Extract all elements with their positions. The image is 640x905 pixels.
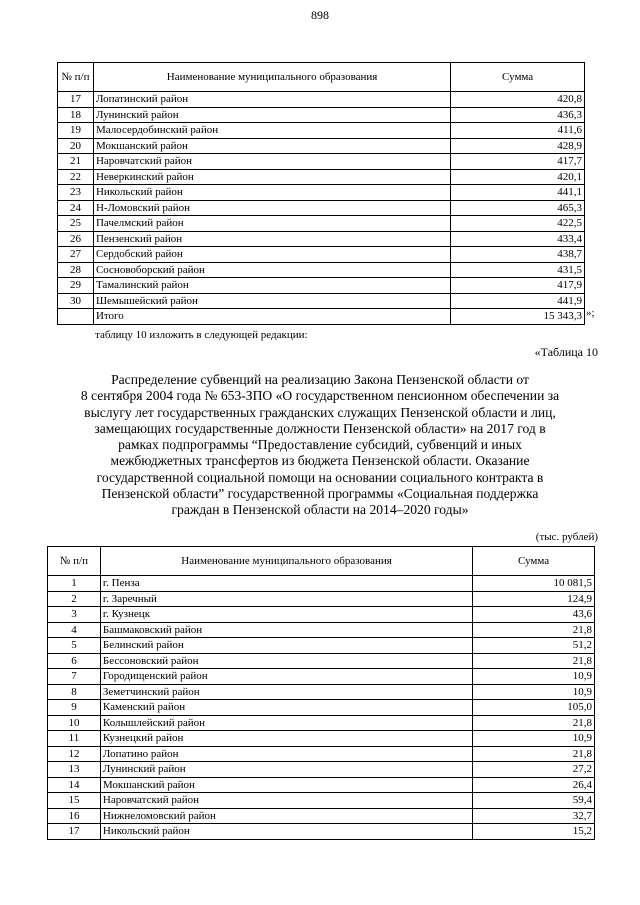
- sum-value: 26,4: [473, 777, 595, 793]
- municipality-name: Лунинский район: [100, 762, 472, 778]
- sum-value: 431,5: [451, 262, 585, 278]
- table-row: [48, 808, 595, 824]
- header-number: № п/п: [48, 547, 101, 576]
- municipality-name: Башмаковский район: [100, 622, 472, 638]
- row-number: 9: [48, 700, 101, 716]
- row-number: 23: [58, 185, 94, 201]
- sum-value: 124,9: [473, 591, 595, 607]
- table-title: [36, 372, 604, 519]
- table-row: [48, 638, 595, 654]
- municipality-name: Тамалинский район: [93, 278, 450, 294]
- table-row: [48, 731, 595, 747]
- municipality-name: Лопатино район: [100, 746, 472, 762]
- table-label: «Таблица 10: [534, 345, 598, 359]
- total-value: 15 343,3: [451, 309, 585, 325]
- sum-value: 21,8: [473, 622, 595, 638]
- table-row: [58, 247, 585, 263]
- sum-value: 420,8: [451, 92, 585, 108]
- sum-value: 21,8: [473, 653, 595, 669]
- table-row: [58, 200, 585, 216]
- table-row: [58, 278, 585, 294]
- municipality-name: г. Заречный: [100, 591, 472, 607]
- title-line: 8 сентября 2004 года № 653-ЗПО «О государственном пенсионном обеспечении за: [80, 388, 560, 404]
- table-body: [48, 576, 595, 840]
- sum-value: 438,7: [451, 247, 585, 263]
- header-municipality: Наименование муниципального образования: [100, 547, 472, 576]
- table-row: [48, 700, 595, 716]
- sum-value: 21,8: [473, 715, 595, 731]
- table-row: [48, 576, 595, 592]
- municipality-name: Никольский район: [100, 824, 472, 840]
- table-row: [58, 107, 585, 123]
- municipality-name: Кузнецкий район: [100, 731, 472, 747]
- municipality-name: Шемышейский район: [93, 293, 450, 309]
- row-number: 13: [48, 762, 101, 778]
- municipality-name: Малосердобинский район: [93, 123, 450, 139]
- row-number: 26: [58, 231, 94, 247]
- title-line: государственной социальной помощи на основании социального контракта в: [96, 469, 544, 485]
- row-number: 11: [48, 731, 101, 747]
- table-row: [48, 715, 595, 731]
- total-row: [58, 309, 585, 325]
- row-number: 19: [58, 123, 94, 139]
- row-number: 12: [48, 746, 101, 762]
- municipality-name: Сосновоборский район: [93, 262, 450, 278]
- municipality-name: Каменский район: [100, 700, 472, 716]
- row-number: 20: [58, 138, 94, 154]
- sum-value: 417,9: [451, 278, 585, 294]
- sum-value: 422,5: [451, 216, 585, 232]
- header-sum: Сумма: [451, 63, 585, 92]
- table-row: [48, 777, 595, 793]
- sum-value: 105,0: [473, 700, 595, 716]
- title-line: выслугу лет государственных гражданских служащих Пензенской области и лиц,: [84, 404, 556, 420]
- table-header-row: [58, 63, 585, 92]
- municipality-name: Мокшанский район: [93, 138, 450, 154]
- sum-value: 51,2: [473, 638, 595, 654]
- row-number: 7: [48, 669, 101, 685]
- sum-value: 10 081,5: [473, 576, 595, 592]
- table-row: [48, 622, 595, 638]
- municipality-name: Нижнеломовский район: [100, 808, 472, 824]
- table-row: [48, 669, 595, 685]
- table-continuation: [57, 62, 585, 325]
- row-number: 14: [48, 777, 101, 793]
- table-row: [58, 92, 585, 108]
- municipality-name: г. Кузнецк: [100, 607, 472, 623]
- row-number: 5: [48, 638, 101, 654]
- subventions-table: [47, 546, 595, 840]
- sum-value: 10,9: [473, 669, 595, 685]
- municipality-name: Мокшанский район: [100, 777, 472, 793]
- table-row: [48, 762, 595, 778]
- sum-value: 43,6: [473, 607, 595, 623]
- sum-value: 411,6: [451, 123, 585, 139]
- sum-value: 15,2: [473, 824, 595, 840]
- table-row: [48, 746, 595, 762]
- row-number: 17: [48, 824, 101, 840]
- table-row: [58, 216, 585, 232]
- row-number: 3: [48, 607, 101, 623]
- municipality-name: Наровчатский район: [100, 793, 472, 809]
- row-number: 4: [48, 622, 101, 638]
- header-sum: Сумма: [473, 547, 595, 576]
- sum-value: 428,9: [451, 138, 585, 154]
- sum-value: 420,1: [451, 169, 585, 185]
- row-number: 30: [58, 293, 94, 309]
- sum-value: 441,9: [451, 293, 585, 309]
- municipality-name: Пачелмский район: [93, 216, 450, 232]
- sum-value: 465,3: [451, 200, 585, 216]
- row-number: 24: [58, 200, 94, 216]
- municipality-name: Лунинский район: [93, 107, 450, 123]
- municipality-name: Никольский район: [93, 185, 450, 201]
- table-body: [58, 92, 585, 309]
- total-number-cell: [58, 309, 94, 325]
- table-row: [48, 824, 595, 840]
- municipality-name: Городищенский район: [100, 669, 472, 685]
- table-row: [58, 123, 585, 139]
- title-line: Пензенской области” государственной программы «Социальная поддержка: [101, 486, 539, 502]
- municipality-name: Колышлейский район: [100, 715, 472, 731]
- table-row: [58, 293, 585, 309]
- sum-value: 59,4: [473, 793, 595, 809]
- municipality-name: Сердобский район: [93, 247, 450, 263]
- row-number: 16: [48, 808, 101, 824]
- table-row: [58, 231, 585, 247]
- title-line: граждан в Пензенской области на 2014–2020 годы»: [171, 502, 469, 518]
- sum-value: 10,9: [473, 731, 595, 747]
- amendment-text: таблицу 10 изложить в следующей редакции:: [95, 329, 308, 341]
- title-line: межбюджетных трансфертов из бюджета Пензенской области. Оказание: [110, 453, 530, 469]
- sum-value: 436,3: [451, 107, 585, 123]
- sum-value: 433,4: [451, 231, 585, 247]
- table-row: [58, 138, 585, 154]
- municipality-name: Пензенский район: [93, 231, 450, 247]
- title-line: замещающих государственные должности Пензенской области» на 2017 год в: [94, 420, 546, 436]
- row-number: 15: [48, 793, 101, 809]
- row-number: 8: [48, 684, 101, 700]
- municipality-name: г. Пенза: [100, 576, 472, 592]
- page-number: 898: [311, 8, 329, 22]
- table-row: [48, 653, 595, 669]
- row-number: 27: [58, 247, 94, 263]
- row-number: 25: [58, 216, 94, 232]
- row-number: 22: [58, 169, 94, 185]
- municipality-name: Лопатинский район: [93, 92, 450, 108]
- table-row: [58, 262, 585, 278]
- municipality-name: Неверкинский район: [93, 169, 450, 185]
- table-row: [48, 793, 595, 809]
- sum-value: 27,2: [473, 762, 595, 778]
- table-header-row: [48, 547, 595, 576]
- table-row: [58, 154, 585, 170]
- sum-value: 10,9: [473, 684, 595, 700]
- municipality-name: Наровчатский район: [93, 154, 450, 170]
- row-number: 18: [58, 107, 94, 123]
- municipality-name: Белинский район: [100, 638, 472, 654]
- table-row: [48, 607, 595, 623]
- row-number: 1: [48, 576, 101, 592]
- closing-quote-mark: »;: [586, 307, 595, 319]
- sum-value: 417,7: [451, 154, 585, 170]
- header-municipality: Наименование муниципального образования: [93, 63, 450, 92]
- row-number: 21: [58, 154, 94, 170]
- municipality-name: Земетчинский район: [100, 684, 472, 700]
- row-number: 17: [58, 92, 94, 108]
- sum-value: 21,8: [473, 746, 595, 762]
- table-row: [58, 169, 585, 185]
- units-label: (тыс. рублей): [535, 531, 598, 543]
- sum-value: 32,7: [473, 808, 595, 824]
- title-line: рамках подпрограммы “Предоставление субсидий, субвенций и иных: [118, 437, 522, 453]
- table-row: [48, 684, 595, 700]
- row-number: 2: [48, 591, 101, 607]
- table-row: [58, 185, 585, 201]
- table-row: [48, 591, 595, 607]
- municipality-name: Бессоновский район: [100, 653, 472, 669]
- row-number: 10: [48, 715, 101, 731]
- row-number: 6: [48, 653, 101, 669]
- title-line: Распределение субвенций на реализацию Закона Пензенской области от: [111, 372, 529, 387]
- row-number: 28: [58, 262, 94, 278]
- row-number: 29: [58, 278, 94, 294]
- header-number: № п/п: [58, 63, 94, 92]
- municipality-name: Н-Ломовский район: [93, 200, 450, 216]
- total-label: Итого: [93, 309, 450, 325]
- sum-value: 441,1: [451, 185, 585, 201]
